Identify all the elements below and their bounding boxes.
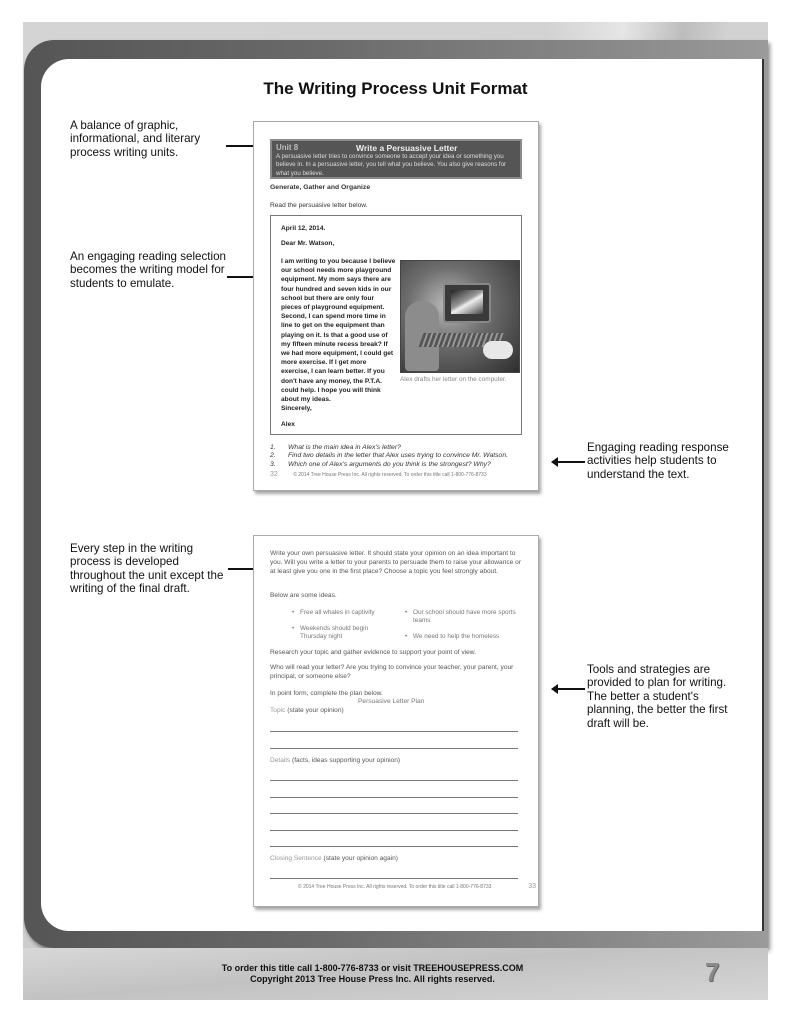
sample-page-planning	[253, 535, 539, 907]
letter-greeting: Dear Mr. Watson,	[281, 240, 335, 247]
sample-page-reading	[253, 121, 539, 491]
section-heading: Generate, Gather and Organize	[270, 184, 371, 191]
letter-body: I am writing to you because I believe our school needs more playground equipment. My mom says there are four hundred and seven kids in our school but there are only four pieces of playground equipment. Second, I can spend more time in line to get on the equipment than playing on it. Is that a good use of my fifteen minute recess break? If we had more equipment, I could get more exercise. If I get more exercise, I can learn better. If you don't have any money, the P.T.A. could help. I hope you will think about my ideas.	[281, 258, 396, 404]
arrow-left-icon	[557, 688, 585, 690]
research-instruction: Research your topic and gather evidence to support your point of view.	[270, 649, 476, 656]
closing-label: Closing Sentence (state your opinion again)	[270, 855, 398, 862]
unit-title: Write a Persuasive Letter	[356, 143, 458, 153]
copyright-line: © 2014 Tree House Press Inc. All rights reserved. To order this title call 1-800-776-8733	[298, 884, 492, 890]
plan-title: Persuasive Letter Plan	[358, 698, 425, 705]
page-title: The Writing Process Unit Format	[263, 79, 528, 98]
details-line[interactable]	[270, 830, 518, 831]
plan-instruction: In point form, complete the plan below.	[270, 690, 383, 697]
instruction: Read the persuasive letter below.	[270, 202, 368, 209]
annotation-tools: Tools and strategies are provided to plan for writing. The better a student's planning, the better the first draft will be.	[587, 663, 728, 730]
topic-line[interactable]	[270, 731, 518, 732]
question-list	[270, 444, 540, 469]
illustration-girl-at-computer	[400, 260, 520, 373]
details-line[interactable]	[270, 813, 518, 814]
annotation-reading-selection: An engaging reading selection becomes the writing model for students to emulate.	[70, 250, 226, 290]
arrow-right-icon	[226, 145, 256, 147]
annotation-balance: A balance of graphic, informational, and literary process writing units.	[70, 119, 201, 159]
letter-signature: Alex	[281, 421, 295, 428]
page-number: 7	[705, 957, 720, 987]
image-caption: Alex drafts her letter on the computer.	[400, 376, 507, 383]
annotation-every-step: Every step in the writing process is developed throughout the unit except the writing of the final draft.	[70, 542, 224, 596]
unit-label: Unit 8	[276, 143, 299, 152]
idea-item: • We need to help the homeless	[413, 633, 533, 641]
order-info	[0, 963, 745, 985]
audience-question: Who will read your letter? Are you trying to convince your teacher, your parent, your principal, or someone else?	[270, 664, 514, 680]
copyright-line: Copyright 2013 Tree House Press Inc. All rights reserved.	[250, 974, 495, 984]
topic-line[interactable]	[270, 748, 518, 749]
idea-item: • Weekends should begin Thursday night	[300, 625, 380, 641]
sample-page-footer	[270, 471, 540, 478]
question-item: 1. What is the main idea in Alex's letter?	[270, 444, 401, 451]
copyright-line: © 2014 Tree House Press Inc. All rights reserved. To order this title call 1-800-776-8733	[293, 472, 487, 478]
sample-page-number: 33	[528, 883, 536, 890]
writing-prompt: Write your own persuasive letter. It should state your opinion on an idea important to you. Will you write a letter to your parents to persuade them to raise your allowance or at least give you one in the first place? Choose a topic you feel strongly about.	[270, 550, 522, 575]
monitor-icon	[443, 283, 491, 323]
idea-item: • Free all whales in captivity	[300, 609, 400, 617]
sample-page-number: 32	[270, 471, 278, 478]
annotation-reading-response: Engaging reading response activities help students to understand the text.	[587, 441, 729, 481]
arrow-left-icon	[557, 461, 585, 463]
arrow-right-icon	[228, 568, 256, 570]
topic-label: Topic (state your opinion)	[270, 707, 344, 714]
sample-page-footer	[298, 883, 536, 890]
question-item: 3. Which one of Alex's arguments do you think is the strongest? Why?	[270, 460, 491, 468]
order-line: To order this title call 1-800-776-8733 or visit TREEHOUSEPRESS.COM	[221, 963, 524, 973]
details-label: Details (facts, ideas supporting your opinion)	[270, 757, 401, 764]
cat-shape	[483, 341, 513, 359]
unit-banner	[270, 139, 522, 179]
details-line[interactable]	[270, 780, 518, 781]
ideas-label: Below are some ideas.	[270, 592, 337, 599]
idea-item: • Our school should have more sports teams	[413, 609, 518, 625]
closing-line[interactable]	[270, 878, 518, 879]
letter-box	[270, 215, 522, 435]
unit-description: A persuasive letter tries to convince someone to accept your idea or something you believe in. In a persuasive letter, you tell what you believe. You also give reasons for what you believe.	[276, 153, 507, 177]
letter-closing: Sincerely,	[281, 405, 312, 412]
details-line[interactable]	[270, 797, 518, 798]
details-line[interactable]	[270, 846, 518, 847]
arrow-right-icon	[227, 276, 256, 278]
letter-date: April 12, 2014.	[281, 225, 326, 232]
question-item: 2. Find two details in the letter that Alex uses trying to convince Mr. Watson.	[270, 452, 508, 460]
